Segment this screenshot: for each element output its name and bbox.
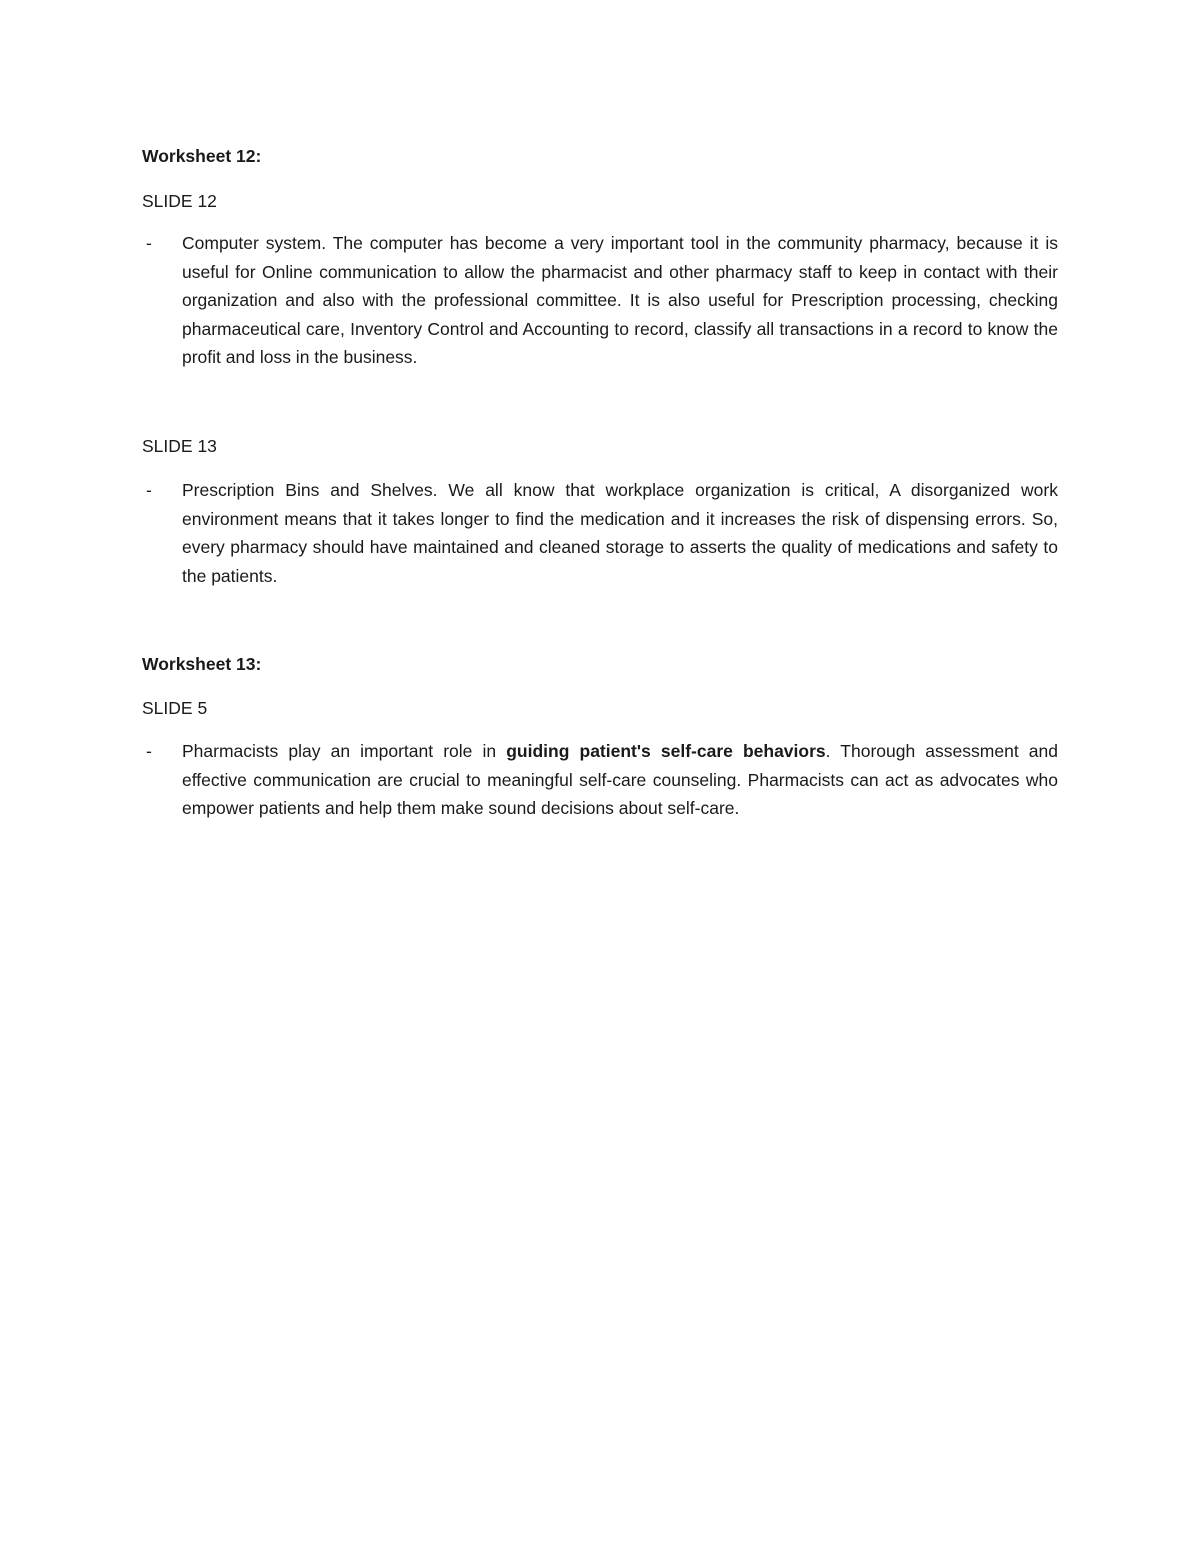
slide-5-bullet-item	[142, 737, 1058, 823]
bullet-dash: -	[146, 480, 152, 500]
slide-12-bullet-item	[142, 229, 1058, 372]
slide-12-text: Computer system. The computer has become a very important tool in the community pharmacy, because it is useful for Online communication to allow the pharmacist and other pharmacy staff to keep in contact with their organization and also with the professional committee. It is also useful for Prescription processing, checking pharmaceutical care, Inventory Control and Accounting to record, classify all transactions in a record to know the profit and loss in the business.	[182, 233, 1058, 368]
slide-5-text-start: Pharmacists play an important role in	[182, 741, 507, 761]
worksheet-13-heading: Worksheet 13:	[142, 654, 262, 674]
slide-13-text: Prescription Bins and Shelves. We all know that workplace organization is critical, A disorganized work environment means that it takes longer to find the medication and it increases the risk of dispensing errors. So, every pharmacy should have maintained and cleaned storage to asserts the quality of medications and safety to the patients.	[182, 480, 1058, 586]
slide-5-label: SLIDE 5	[142, 698, 208, 718]
bullet-dash: -	[146, 741, 152, 761]
slide-5-text-bold: guiding patient's self-care behaviors	[506, 741, 826, 761]
slide-13-label: SLIDE 13	[142, 436, 217, 456]
slide-13-bullet-item	[142, 476, 1058, 590]
slide-5-text-end: . Thorough assessment and effective communication are crucial to meaningful self-care counseling. Pharmacists can act as advocates who empower patients and help them make sound decisions about self-care.	[182, 741, 1058, 819]
worksheet-12-heading: Worksheet 12:	[142, 146, 262, 166]
slide-5-text	[182, 737, 1058, 823]
bullet-dash: -	[146, 233, 152, 253]
slide-12-label: SLIDE 12	[142, 191, 217, 211]
